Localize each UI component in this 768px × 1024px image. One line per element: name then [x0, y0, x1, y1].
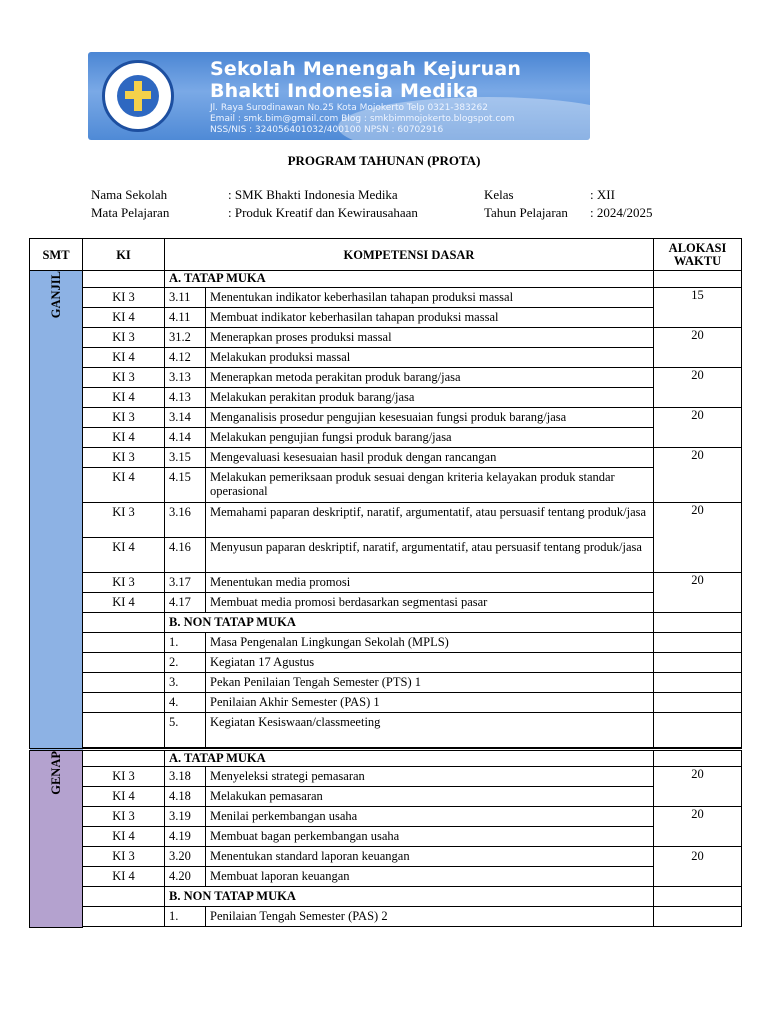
- table-row: KI 4 4.12 Melakukan produksi massal: [30, 348, 742, 368]
- genap-tatap-muka-heading: A. TATAP MUKA: [165, 750, 654, 767]
- school-address: Jl. Raya Surodinawan No.25 Kota Mojokerto Telp 0321-383262: [210, 103, 488, 113]
- semester-genap: GENAP: [30, 750, 83, 928]
- list-item: 5. Kegiatan Kesiswaan/classmeeting: [30, 713, 742, 748]
- nama-sekolah-label: Nama Sekolah: [91, 187, 168, 202]
- alokasi-cell: 20: [654, 408, 742, 448]
- table-row: KI 4 4.19 Membuat bagan perkembangan usaha: [30, 827, 742, 847]
- table-row: KI 3 3.16 Memahami paparan deskriptif, naratif, argumentatif, atau persuasif tentang produk/jasa 20: [30, 503, 742, 538]
- mata-pelajaran-label: Mata Pelajaran: [91, 205, 170, 220]
- alokasi-cell: 20: [654, 368, 742, 408]
- table-row: KI 4 4.14 Melakukan pengujian fungsi produk barang/jasa: [30, 428, 742, 448]
- school-logo: [102, 60, 174, 132]
- table-row: KI 4 4.17 Membuat media promosi berdasarkan segmentasi pasar: [30, 593, 742, 613]
- list-item: 1. Penilaian Tengah Semester (PAS) 2: [30, 907, 742, 927]
- alokasi-cell: 20: [654, 448, 742, 503]
- table-row: KI 4 4.16 Menyusun paparan deskriptif, naratif, argumentatif, atau persuasif tentang produk/jasa: [30, 538, 742, 573]
- table-row: KI 4 4.11 Membuat indikator keberhasilan tahapan produksi massal: [30, 308, 742, 328]
- table-header-row: [30, 239, 742, 271]
- ganjil-non-tatap-muka-heading: B. NON TATAP MUKA: [165, 613, 654, 633]
- alokasi-cell: 20: [654, 573, 742, 613]
- table-row: KI 4 4.20 Membuat laporan keuangan: [30, 867, 742, 887]
- school-name-line1: Sekolah Menengah Kejuruan: [210, 58, 522, 80]
- table-row: KI 3 3.19 Menilai perkembangan usaha 20: [30, 807, 742, 827]
- school-header-banner: [88, 52, 590, 140]
- table-row: KI 3 3.14 Menganalisis prosedur pengujian kesesuaian fungsi produk barang/jasa 20: [30, 408, 742, 428]
- school-contact: Email : smk.bim@gmail.com Blog : smkbimmojokerto.blogspot.com: [210, 114, 515, 124]
- ganjil-tatap-muka-heading: A. TATAP MUKA: [165, 271, 654, 288]
- semester-ganjil: GANJIL: [30, 271, 83, 750]
- table-row: KI 3 3.18 Menyeleksi strategi pemasaran 20: [30, 767, 742, 787]
- list-item: 1. Masa Pengenalan Lingkungan Sekolah (MPLS): [30, 633, 742, 653]
- alokasi-cell: 20: [654, 328, 742, 368]
- prota-table: [29, 238, 742, 928]
- table-row: KI 3 3.13 Menerapkan metoda perakitan produk barang/jasa 20: [30, 368, 742, 388]
- header-kompetensi-dasar: KOMPETENSI DASAR: [165, 239, 654, 271]
- alokasi-cell: 20: [654, 847, 742, 887]
- school-name-line2: Bhakti Indonesia Medika: [210, 80, 479, 102]
- table-row: KI 4 4.13 Melakukan perakitan produk barang/jasa: [30, 388, 742, 408]
- mata-pelajaran-value: : Produk Kreatif dan Kewirausahaan: [228, 205, 418, 220]
- alokasi-cell: 20: [654, 807, 742, 847]
- table-row: KI 3 3.20 Menentukan standard laporan keuangan 20: [30, 847, 742, 867]
- header-smt: SMT: [30, 239, 83, 271]
- list-item: 3. Pekan Penilaian Tengah Semester (PTS) 1: [30, 673, 742, 693]
- table-row: KI 3 31.2 Menerapkan proses produksi massal 20: [30, 328, 742, 348]
- genap-non-tatap-muka-heading: B. NON TATAP MUKA: [165, 887, 654, 907]
- alokasi-cell: 20: [654, 503, 742, 573]
- alokasi-cell: 20: [654, 767, 742, 807]
- nama-sekolah-value: : SMK Bhakti Indonesia Medika: [228, 187, 398, 202]
- list-item: 4. Penilaian Akhir Semester (PAS) 1: [30, 693, 742, 713]
- table-row: KI 4 4.15 Melakukan pemeriksaan produk sesuai dengan kriteria kelayakan produk standar operasional: [30, 468, 742, 503]
- header-alokasi-waktu: ALOKASI WAKTU: [654, 239, 742, 271]
- kelas-label: Kelas: [484, 187, 514, 202]
- table-row: KI 3 3.15 Mengevaluasi kesesuaian hasil produk dengan rancangan 20: [30, 448, 742, 468]
- table-row: KI 3 3.17 Menentukan media promosi 20: [30, 573, 742, 593]
- page-title: PROGRAM TAHUNAN (PROTA): [287, 153, 481, 168]
- header-ki: KI: [83, 239, 165, 271]
- tahun-pelajaran-label: Tahun Pelajaran: [484, 205, 568, 220]
- table-row: KI 4 4.18 Melakukan pemasaran: [30, 787, 742, 807]
- kelas-value: : XII: [590, 187, 615, 202]
- table-row: KI 3 3.11 Menentukan indikator keberhasilan tahapan produksi massal 15: [30, 288, 742, 308]
- school-ids: NSS/NIS : 324056401032/400100 NPSN : 60702916: [210, 125, 444, 135]
- tahun-pelajaran-value: : 2024/2025: [590, 205, 653, 220]
- list-item: 2. Kegiatan 17 Agustus: [30, 653, 742, 673]
- alokasi-cell: 15: [654, 288, 742, 328]
